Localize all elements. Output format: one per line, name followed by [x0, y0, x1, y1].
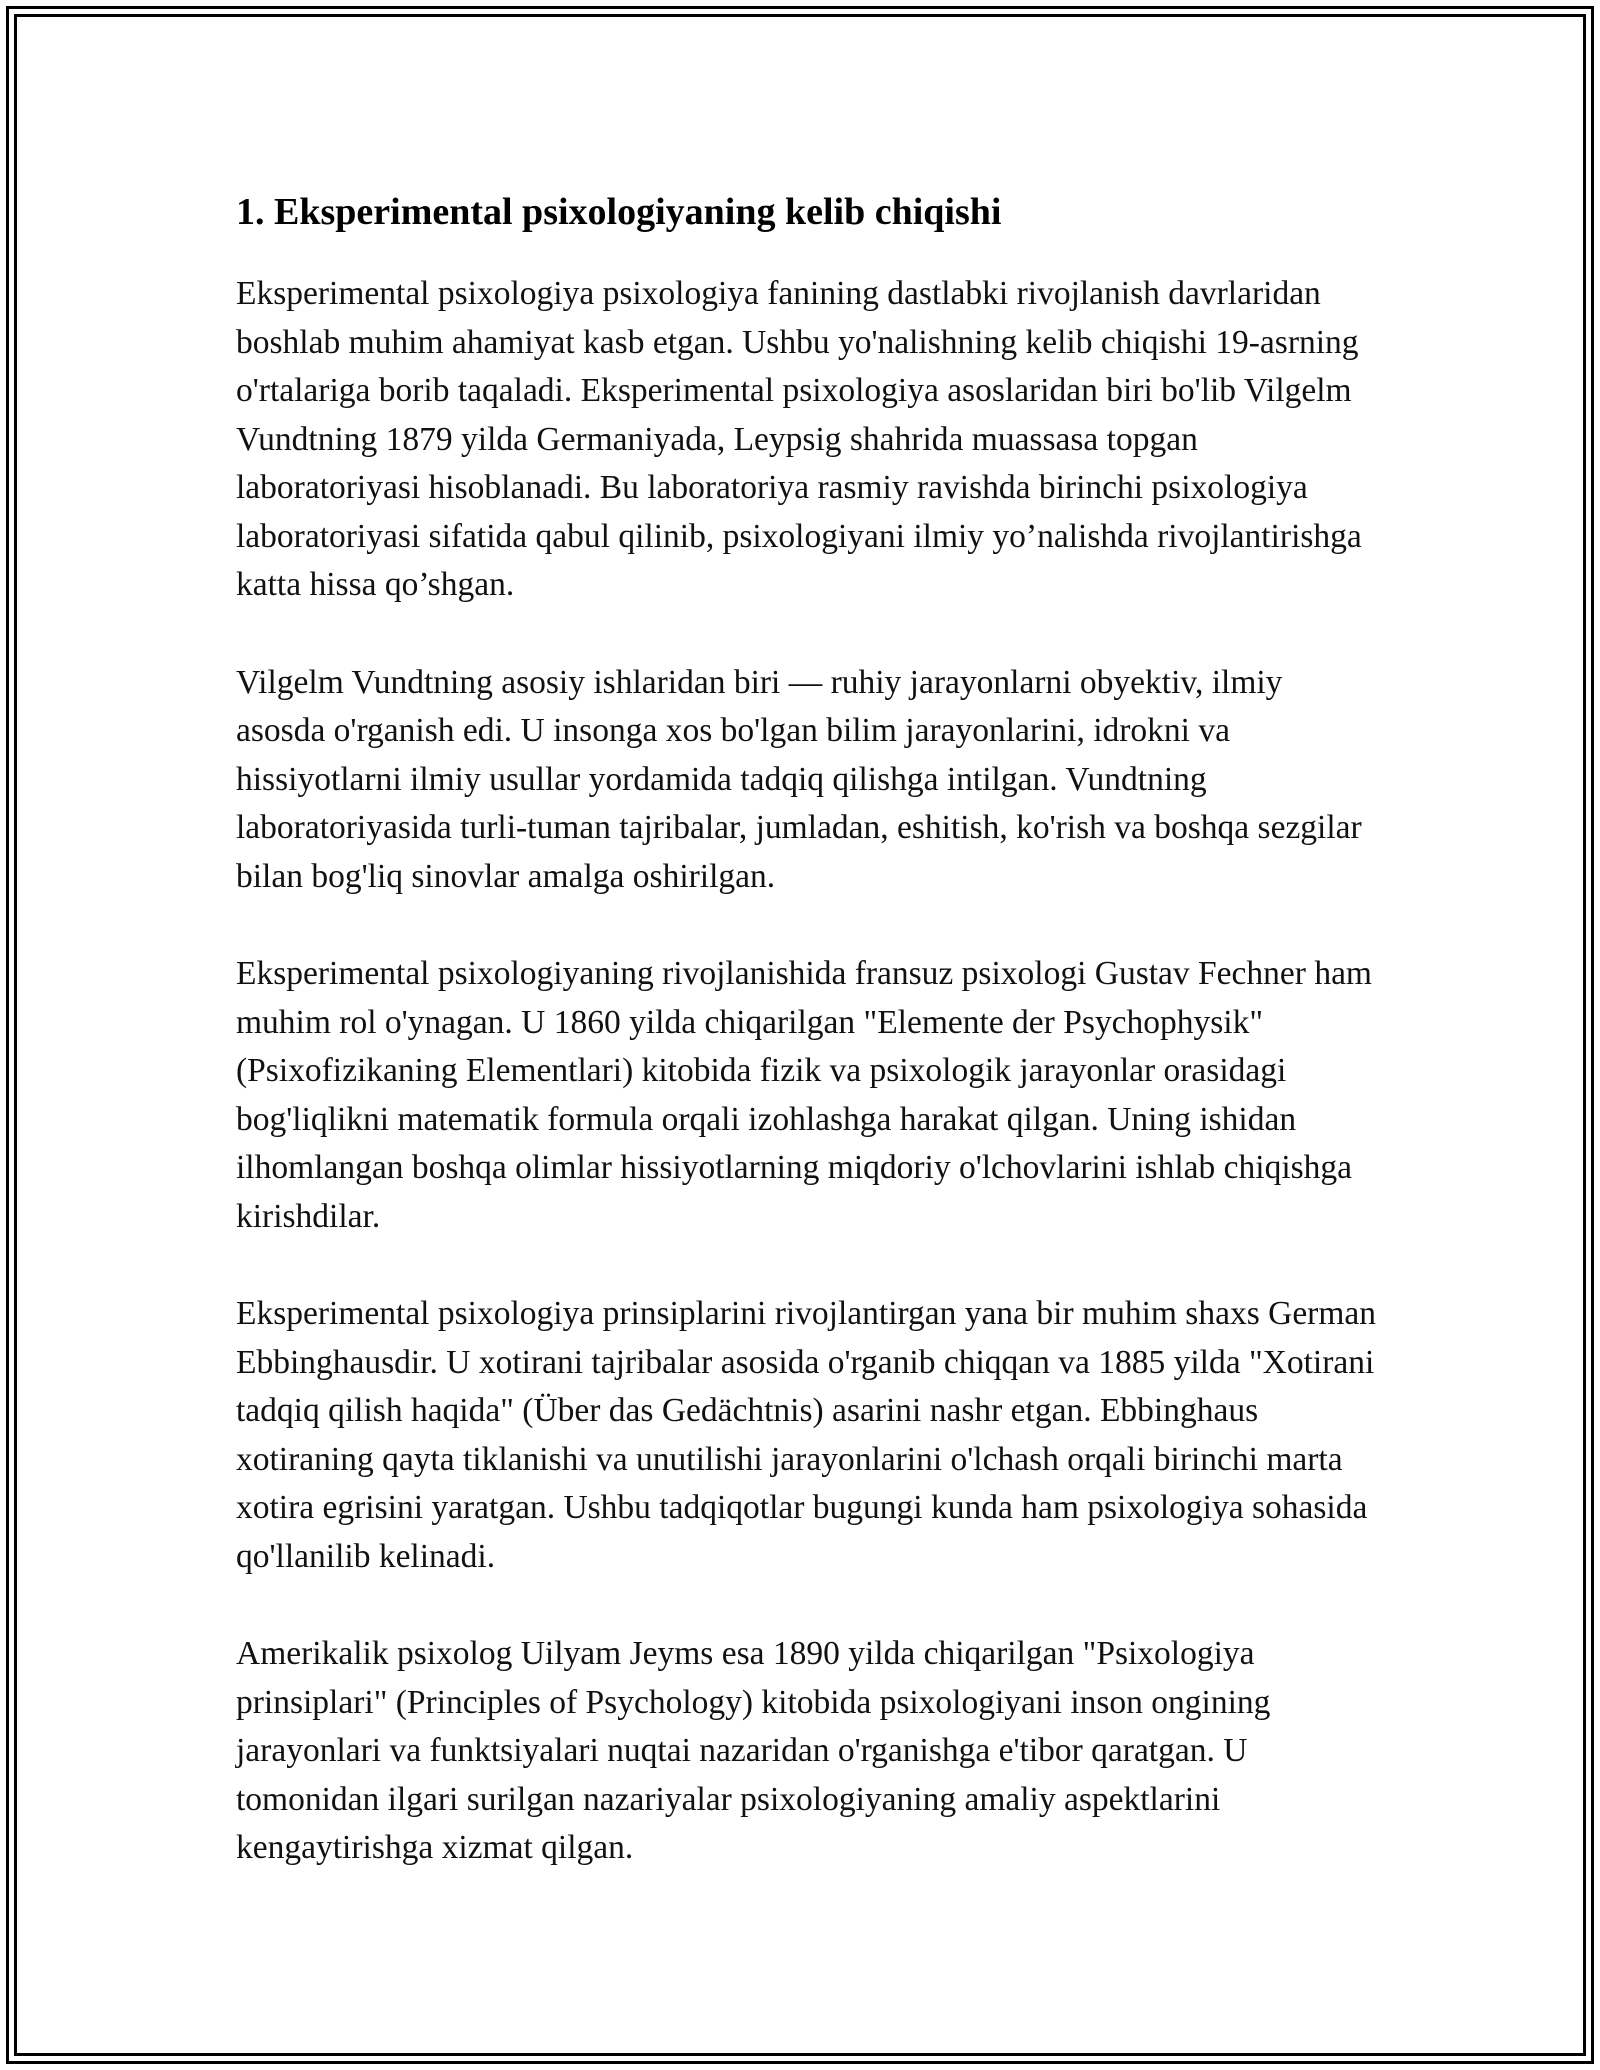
- paragraph-wundt-work: Vilgelm Vundtning asosiy ishlaridan biri — ruhiy jarayonlarni obyektiv, ilmiy asosda o'rganish edi. U insonga xos bo'lgan bilim jarayonlarini, idrokni va hissiyotlarni ilmiy usullar yordamida tadqiq qilishga intilgan. Vundtning laboratoriyasida turli-tuman tajribalar, jumladan, eshitish, ko'rish va boshqa sezgilar bilan bog'liq sinovlar amalga oshirilgan.: [236, 663, 1362, 895]
- paragraph-wundt-laboratory: Eksperimental psixologiya psixologiya fanining dastlabki rivojlanish davrlaridan boshlab muhim ahamiyat kasb etgan. Ushbu yo'nalishning kelib chiqishi 19-asrning o'rtalariga borib taqaladi. Eksperimental psixologiya asoslaridan biri bo'lib Vilgelm Vundtning 1879 yilda Germaniyada, Leypsig shahrida muassasa topgan laboratoriyasi hisoblanadi. Bu laboratoriya rasmiy ravishda birinchi psixologiya laboratoriyasi sifatida qabul qilinib, psixologiyani ilmiy yo’nalishda rivojlantirishga katta hissa qo’shgan.: [236, 275, 1362, 603]
- paragraph-ebbinghaus: Eksperimental psixologiya prinsiplarini rivojlantirgan yana bir muhim shaxs German Ebbinghausdir. U xotirani tajribalar asosida o'rganib chiqqan va 1885 yilda "Xotirani tadqiq qilish haqida" (Über das Gedächtnis) asarini nashr etgan. Ebbinghaus xotiraning qayta tiklanishi va unutilishi jarayonlarini o'lchash orqali birinchi marta xotira egrisini yaratgan. Ushbu tadqiqotlar bugungi kunda ham psixologiya sohasida qo'llanilib kelinadi.: [236, 1295, 1377, 1575]
- paragraph-fechner: Eksperimental psixologiyaning rivojlanishida fransuz psixologi Gustav Fechner ham muhim rol o'ynagan. U 1860 yilda chiqarilgan "Elemente der Psychophysik" (Psixofizikaning Elementlari) kitobida fizik va psixologik jarayonlar orasidagi bog'liqlikni matematik formula orqali izohlashga harakat qilgan. Uning ishidan ilhomlangan boshqa olimlar hissiyotlarning miqdoriy o'lchovlarini ishlab chiqishga kirishdilar.: [236, 955, 1372, 1235]
- document-body: [236, 186, 1376, 1922]
- section-heading: 1. Eksperimental psixologiyaning kelib chiqishi: [236, 191, 1002, 233]
- paragraph-james: Amerikalik psixolog Uilyam Jeyms esa 1890 yilda chiqarilgan "Psixologiya prinsiplari" (Principles of Psychology) kitobida psixologiyani inson ongining jarayonlari va funktsiyalari nuqtai nazaridan o'rganishga e'tibor qaratgan. U tomonidan ilgari surilgan nazariyalar psixologiyaning amaliy aspektlarini kengaytirishga xizmat qilgan.: [236, 1635, 1271, 1866]
